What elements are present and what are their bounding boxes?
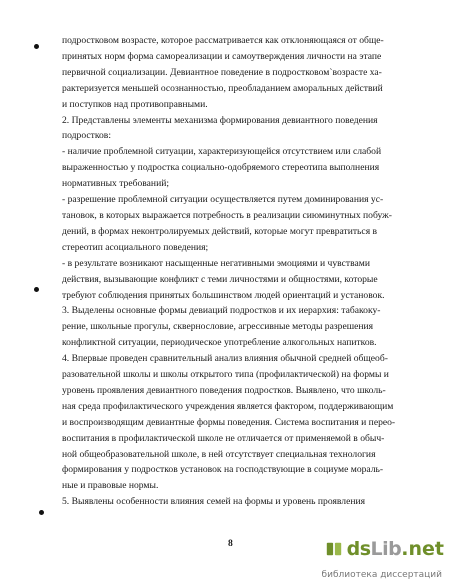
- text-line: стереотип асоциального поведения;: [62, 241, 209, 253]
- text-line: ной общеобразовательной школе, в ней отсутствует специальная технология: [62, 448, 376, 460]
- margin-dot-bottom: [39, 510, 44, 515]
- text-line: разовательной школы и школы открытого типа (профилактической) на формы и: [62, 369, 389, 381]
- text-line: нормативных требований;: [62, 178, 170, 190]
- text-line: дений, в формах неконтролируемых действий, которые могут превратиться в: [62, 225, 378, 237]
- text-line: выраженностью у подростка социально-одобряемого стереотипа выполнения: [62, 162, 380, 174]
- text-line: и поступков над противоправными.: [62, 98, 208, 110]
- text-line: конфликтной ситуации, периодическое употребление алкогольных напитков.: [62, 337, 377, 349]
- text-line: 3. Выделены основные формы девиаций подростков и их иерархия: табакоку-: [62, 305, 381, 317]
- watermark: [325, 538, 444, 560]
- text-line: воспитания в профилактической школе не отличается от применяемой в обыч-: [62, 432, 385, 444]
- logo-lib: Lib: [370, 538, 402, 560]
- text-line: рение, школьные прогулы, сквернословие, агрессивные методы разрешения: [62, 321, 374, 333]
- text-line: действия, вызывающие конфликт с теми личностями и общностями, которые: [62, 273, 378, 285]
- text-line: 2. Представлены элементы механизма формирования девиантного поведения: [62, 114, 378, 126]
- text-line: 5. Выявлены особенности влияния семей на формы и уровень проявления: [62, 496, 366, 508]
- text-line: и воспроизводящим девиантные формы поведения. Система воспитания и переo-: [62, 416, 396, 428]
- text-line: требуют соблюдения принятых большинством людей ориентаций и установок.: [62, 289, 385, 301]
- page-number: 8: [228, 538, 233, 549]
- text-line: подростков:: [62, 130, 111, 142]
- text-line: - в результате возникают насыщенные негативными эмоциями и чувствами: [62, 257, 370, 269]
- book-icon: [325, 540, 343, 558]
- text-line: уровень проявления девиантного поведения подростков. Выявлено, что школь-: [62, 384, 386, 396]
- body-text: [62, 33, 420, 510]
- margin-dot-middle: [34, 287, 39, 292]
- watermark-subtitle: библиотека диссертаций: [321, 570, 442, 580]
- logo-net: .net: [401, 538, 444, 560]
- text-line: - разрешение проблемной ситуации осуществляется путем доминирования ус-: [62, 194, 384, 206]
- margin-dot-top: [34, 44, 39, 49]
- text-line: ная среда профилактического учреждения является фактором, поддерживающим: [62, 400, 394, 412]
- text-line: тановок, в которых выражается потребность в реализации сиюминутных побуж-: [62, 209, 392, 221]
- text-line: рактеризуется меньшей осознанностью, преобладанием аморальных действий: [62, 82, 383, 94]
- text-line: подростковом возрасте, которое рассматривается как отклоняющаяся от обще-: [62, 35, 384, 46]
- text-line: формирования у подростков установок на господствующие в социуме мораль-: [62, 464, 384, 476]
- text-line: ные и правовые нормы.: [62, 480, 159, 492]
- text-line: 4. Впервые проведен сравнительный анализ влияния обычной средней общеоб-: [62, 353, 388, 365]
- text-line: принятых норм форма самореализации и самоутверждения личности на этапе: [62, 50, 382, 62]
- text-line: первичной социализации. Девиантное поведение в подростковом`возрасте ха-: [62, 66, 382, 78]
- text-line: - наличие проблемной ситуации, характеризующейся отсутствием или слабой: [62, 146, 382, 158]
- watermark-logo: [347, 538, 444, 560]
- logo-ds: ds: [346, 538, 371, 560]
